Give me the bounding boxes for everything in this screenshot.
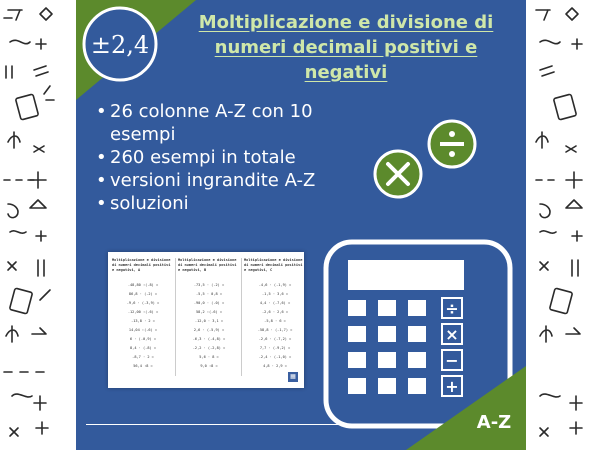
title-line-3: negativi [304,62,388,83]
preview-row: -58,8 · (-1,7) = [257,328,293,332]
preview-row: -8,7 · 2 = [132,355,154,359]
feature-item: • soluzioni [96,192,376,215]
preview-row: -2,6 · 2,6 = [262,310,288,314]
preview-row: -48,80 :(-8) = [127,283,159,287]
preview-row: 5,6 · 8 = [199,355,219,359]
multiply-icon [375,151,421,197]
page-title [176,10,516,85]
divide-icon [429,121,475,167]
preview-row: -4,6 · (-1,9) = [258,283,292,287]
worksheet-preview [108,252,304,388]
feature-item: • 26 colonne A-Z con 10 esempi [96,100,376,146]
preview-row: -2,6 · (-7,2) = [258,337,292,341]
preview-divider [241,258,242,376]
title-line-1: Moltiplicazione e divisione di [198,12,494,33]
preview-row: 4,4 · (-7,6) = [259,301,291,305]
preview-row: -6,3 · (-4,8) = [192,337,226,341]
preview-calculator-logo-icon: ▦ [288,372,298,382]
preview-header: Moltiplicazione e divisione di numeri decimali positivi e negativi, A [112,258,171,272]
preview-row: 8,4 · (-8) = [130,346,156,350]
preview-row: -12,00 :(-6) = [127,310,159,314]
preview-row: 56,4 :8 = [133,364,153,368]
preview-row: -5,8 · 6 = [264,319,286,323]
operation-icons [366,110,506,210]
preview-row: 14,04 :(-6) = [128,328,158,332]
key-divide-label: ÷ [445,299,459,318]
preview-row: 2,6 · (-5,9) = [193,328,225,332]
preview-row: 58,2 :(-6) = [196,310,222,314]
preview-row: 6 · (-0,9) = [130,337,156,341]
preview-header: Moltiplicazione e divisione di numeri decimali positivi e negativi, C [244,258,303,272]
badge-circle [80,4,160,84]
title-line-2: numeri decimali positivi e [214,37,478,58]
key-minus-label: − [445,351,459,370]
preview-row: -2,2 · (-2,8) = [192,346,226,350]
preview-row: -9,6 · (-3,9) = [126,301,160,305]
preview-column-a [112,258,174,378]
preview-row: 86,8 · (-2) = [128,292,158,296]
preview-row: 9,0 :8 = [200,364,218,368]
main-card [76,0,526,450]
preview-row: -5,5 · 0,8 = [196,292,222,296]
calculator-display [348,260,464,290]
preview-row: 4,8 · 2,9 = [263,364,287,368]
corner-label: A-Z [476,412,512,433]
preview-row: -90,0 · (-0) = [193,301,225,305]
preview-column-c [244,258,306,378]
feature-item: • 260 esempi in totale [96,146,376,169]
preview-row: -13,8 · 2 = [131,319,155,323]
preview-header: Moltiplicazione e divisione di numeri decimali positivi e negativi, B [178,258,237,272]
corner-triangle-bottom [406,366,526,450]
preview-row: -12,0 · 3,1 = [194,319,224,323]
badge-text: ±2,4 [90,31,150,59]
preview-divider [175,258,176,376]
preview-row: 7,7 · (-9,2) = [259,346,291,350]
feature-item: • versioni ingrandite A-Z [96,169,376,192]
feature-list [96,100,376,215]
preview-row: -2,4 · (-1,0) = [258,355,292,359]
preview-row: -73,5 · (-2) = [193,283,225,287]
key-plus-label: + [445,377,459,396]
preview-column-b [178,258,240,378]
key-multiply-label: × [445,325,459,344]
preview-row: -1,5 · 3,6 = [262,292,288,296]
